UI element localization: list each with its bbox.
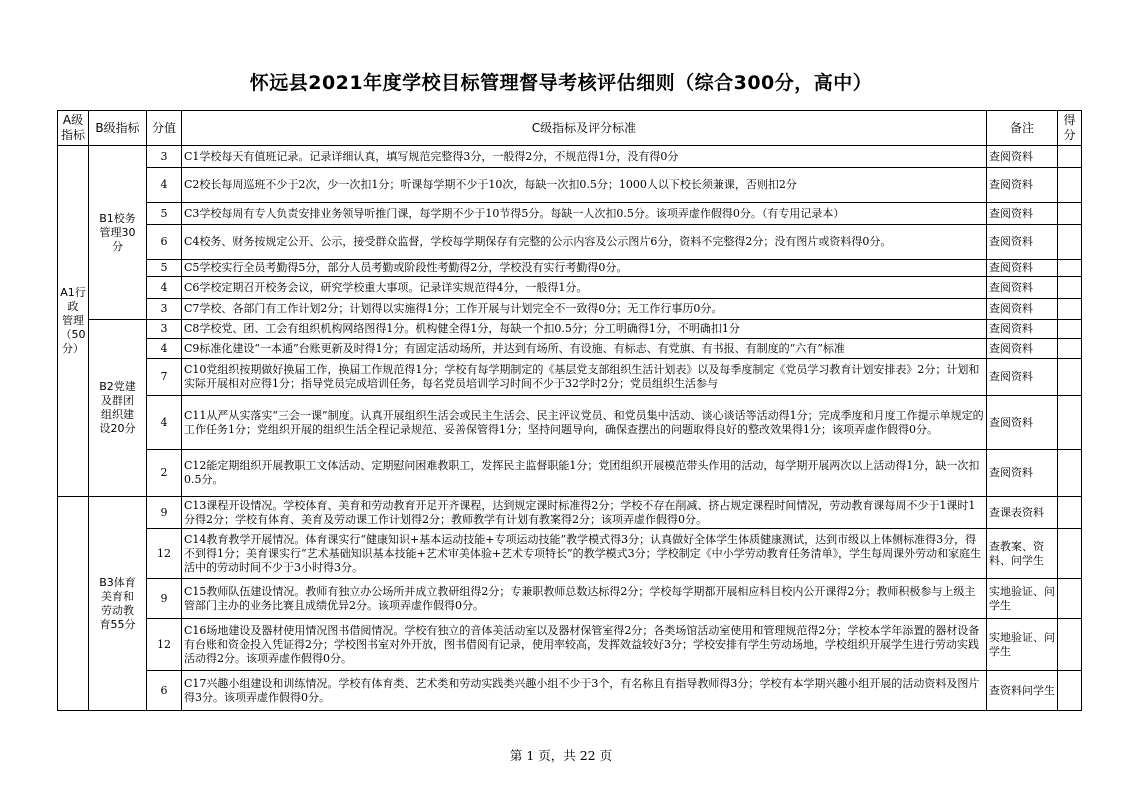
- score-cell: 12: [147, 619, 182, 671]
- got-cell[interactable]: [1058, 619, 1082, 671]
- note-cell: 实地验证、问学生: [987, 619, 1058, 671]
- criteria-cell: C13课程开设情况。学校体育、美育和劳动教育开足开齐课程，达到规定课时标准得2分；学校不存在削减、挤占规定课程时间情况，劳动教育课每周不少于1课时1分得2分；学校有体育、美育及劳动课工作计划得2分；教师教学有计划有教案得2分；该项弄虚作假得0分。: [182, 497, 987, 529]
- note-cell: 查阅资料: [987, 146, 1058, 168]
- got-cell[interactable]: [1058, 671, 1082, 711]
- note-cell: 查阅资料: [987, 339, 1058, 359]
- criteria-cell: C6学校定期召开校务会议，研究学校重大事项。记录详实规范得4分，一般得1分。: [182, 277, 987, 299]
- b1-label: B1校务 管理30 分: [99, 211, 136, 253]
- score-cell: 9: [147, 497, 182, 529]
- note-cell: 查阅资料: [987, 277, 1058, 299]
- table-row: [58, 339, 1082, 359]
- table-row: [58, 320, 1082, 339]
- criteria-cell: C1学校每天有值班记录。记录详细认真，填写规范完整得3分，一般得2分，不规范得1分，没有得0分: [182, 146, 987, 168]
- table-row: [58, 396, 1082, 450]
- a-level-cell: [58, 146, 89, 497]
- criteria-cell: C3学校每周有专人负责安排业务领导听推门课，每学期不少于10节得5分。每缺一人次扣0.5分。该项弄虚作假得0分。（有专用记录本）: [182, 203, 987, 225]
- criteria-cell: C5学校实行全员考勤得5分，部分人员考勤或阶段性考勤得2分，学校没有实行考勤得0分。: [182, 260, 987, 277]
- criteria-text: C10党组织按期做好换届工作，换届工作规范得1分；学校有每学期制定的《基层党支部组织生活计划表》以及每季度制定《党员学习教育计划安排表》2分；计划和实际开展相对应得1分；指导党员完成培训任务，每名党员培训学习时间不少于32学时2分；党员组织生活参与: [184, 363, 980, 390]
- table-row: [58, 277, 1082, 299]
- note-cell: 查阅资料: [987, 203, 1058, 225]
- got-cell[interactable]: [1058, 168, 1082, 203]
- header-got: [1058, 111, 1082, 146]
- got-cell[interactable]: [1058, 579, 1082, 619]
- table-row: [58, 299, 1082, 320]
- got-cell[interactable]: [1058, 339, 1082, 359]
- score-cell: 3: [147, 320, 182, 339]
- table-row: [58, 619, 1082, 671]
- note-cell: 查阅资料: [987, 260, 1058, 277]
- got-cell[interactable]: [1058, 146, 1082, 168]
- criteria-cell: C4校务、财务按规定公开、公示，接受群众监督，学校每学期保存有完整的公示内容及公示图片6分，资料不完整得2分；没有图片或资料得0分。: [182, 225, 987, 260]
- note-cell: 实地验证、问学生: [987, 579, 1058, 619]
- score-cell: 3: [147, 146, 182, 168]
- note-cell: 查阅资料: [987, 299, 1058, 320]
- table-row: [58, 497, 1082, 529]
- table-row: [58, 529, 1082, 579]
- got-cell[interactable]: [1058, 225, 1082, 260]
- criteria-cell: C11从严从实落实“三会一课”制度。认真开展组织生活会或民主生活会、民主评议党员、和党员集中活动、谈心谈话等活动得1分；完成季度和月度工作提示单规定的工作任务1分；党组织开展的组织生活全程记录规范、妥善保管得1分；坚持问题导向，确保查摆出的问题取得良好的整改效果得1分；该项弄虚作假得0分。: [182, 396, 987, 450]
- score-cell: 9: [147, 579, 182, 619]
- table-row: [58, 450, 1082, 497]
- note-cell: 查阅资料: [987, 359, 1058, 396]
- criteria-cell: C2校长每周巡班不少于2次，少一次扣1分；听课每学期不少于10次，每缺一次扣0.5分；1000人以下校长须兼课，否则扣2分: [182, 168, 987, 203]
- table-row: [58, 671, 1082, 711]
- b-level-cell: [89, 146, 147, 320]
- b-level-cell: [89, 320, 147, 497]
- criteria-cell: [182, 339, 987, 359]
- page-footer: 第 1 页，共 22 页: [509, 748, 613, 763]
- criteria-cell: C15教师队伍建设情况。教师有独立办公场所并成立教研组得2分；专兼职教师总数达标得2分；学校每学期都开展相应科目校内公开课得2分；教师积极参与上级主管部门主办的业务比赛且成绩优异2分。该项弄虚作假得0分。: [182, 579, 987, 619]
- got-cell[interactable]: [1058, 396, 1082, 450]
- criteria-cell: C16场地建设及器材使用情况图书借阅情况。学校有独立的音体美活动室以及器材保管室得2分；各类场馆活动室使用和管理规范得2分；学校本学年添置的器材设备有台账和资金投入凭证得2分；学校图书室对外开放，图书借阅有记录，使用率较高，发挥效益较好3分；学校安排有学生劳动场地，学校组织开展学生进行劳动实践活动得2分。该项弄虚作假得0分。: [182, 619, 987, 671]
- got-cell[interactable]: [1058, 529, 1082, 579]
- criteria-cell: [182, 359, 987, 396]
- score-cell: 3: [147, 299, 182, 320]
- a1-label: A1行 政 管理 （50 分）: [60, 286, 86, 355]
- got-cell[interactable]: [1058, 320, 1082, 339]
- note-cell: 查阅资料: [987, 225, 1058, 260]
- note-cell: 查阅资料: [987, 168, 1058, 203]
- score-cell: 6: [147, 671, 182, 711]
- note-cell: 查阅资料: [987, 450, 1058, 497]
- b3-label: B3体育 美育和 劳动教 育55分: [99, 575, 136, 631]
- got-cell[interactable]: [1058, 450, 1082, 497]
- table-row: [58, 146, 1082, 168]
- b-level-cell: [89, 497, 147, 711]
- assessment-table: [57, 110, 1082, 711]
- score-cell: 4: [147, 339, 182, 359]
- note-cell: 查阅资料: [987, 396, 1058, 450]
- header-note: 备注: [987, 111, 1058, 146]
- table-row: [58, 203, 1082, 225]
- note-cell: 查阅资料: [987, 320, 1058, 339]
- a-level-cell: [58, 497, 89, 711]
- table-row: [58, 225, 1082, 260]
- note-cell: 查教案、资料、问学生: [987, 529, 1058, 579]
- got-cell[interactable]: [1058, 203, 1082, 225]
- got-cell[interactable]: [1058, 497, 1082, 529]
- header-c-level: C级指标及评分标准: [182, 111, 987, 146]
- note-cell: 查课表资料: [987, 497, 1058, 529]
- header-score: 分值: [147, 111, 182, 146]
- score-cell: 4: [147, 396, 182, 450]
- got-cell[interactable]: [1058, 299, 1082, 320]
- table-row: [58, 579, 1082, 619]
- score-cell: 4: [147, 277, 182, 299]
- criteria-cell: C14教育教学开展情况。体育课实行“健康知识+基本运动技能+专项运动技能”教学模式得3分；认真做好全体学生体质健康测试，达到市级以上体侧标准得3分，得不到得1分；美育课实行“艺术基础知识基本技能+艺术审美体验+艺术专项特长”的教学模式3分；学校制定《中小学劳动教育任务清单》，学生每周课外劳动和家庭生活中的劳动时间不少于3小时得3分。: [182, 529, 987, 579]
- page-title: 怀远县2021年度学校目标管理督导考核评估细则（综合300分，高中）: [249, 72, 873, 94]
- got-cell[interactable]: [1058, 260, 1082, 277]
- score-cell: 12: [147, 529, 182, 579]
- score-cell: 5: [147, 260, 182, 277]
- header-row: [58, 111, 1082, 146]
- b2-label: B2党建 及群团 组织建 设20分: [99, 380, 136, 435]
- got-cell[interactable]: [1058, 359, 1082, 396]
- header-a-level: [58, 111, 89, 146]
- criteria-cell: C12能定期组织开展教职工文体活动、定期慰问困难教职工，发挥民主监督职能1分；党团组织开展模范带头作用的活动，每学期开展两次以上活动得1分，缺一次扣0.5分。: [182, 450, 987, 497]
- score-cell: 4: [147, 168, 182, 203]
- got-cell[interactable]: [1058, 277, 1082, 299]
- table-row: [58, 359, 1082, 396]
- score-cell: 6: [147, 225, 182, 260]
- criteria-text: C9标准化建设“一本通”台账更新及时得1分；有固定活动场所，并达到有场所、有设施、有标志、有党旗、有书报、有制度的“六有”标准: [184, 341, 845, 355]
- header-got-text: 得 分: [1063, 113, 1076, 142]
- table-row: [58, 260, 1082, 277]
- header-b-level: B级指标: [89, 111, 147, 146]
- criteria-cell: C8学校党、团、工会有组织机构网络图得1分。机构健全得1分，每缺一个扣0.5分；分工明确得1分，不明确扣1分: [182, 320, 987, 339]
- score-cell: 2: [147, 450, 182, 497]
- score-cell: 5: [147, 203, 182, 225]
- criteria-cell: C7学校、各部门有工作计划2分；计划得以实施得1分；工作开展与计划完全不一致得0分；无工作行事历0分。: [182, 299, 987, 320]
- score-cell: 7: [147, 359, 182, 396]
- criteria-cell: C17兴趣小组建设和训练情况。学校有体育类、艺术类和劳动实践类兴趣小组不少于3个，有名称且有指导教师得3分；学校有本学期兴趣小组开展的活动资料及图片得3分。该项弄虚作假得0分。: [182, 671, 987, 711]
- header-a-level-text: A级 指标: [60, 113, 85, 142]
- note-cell: 查资料问学生: [987, 671, 1058, 711]
- table-row: [58, 168, 1082, 203]
